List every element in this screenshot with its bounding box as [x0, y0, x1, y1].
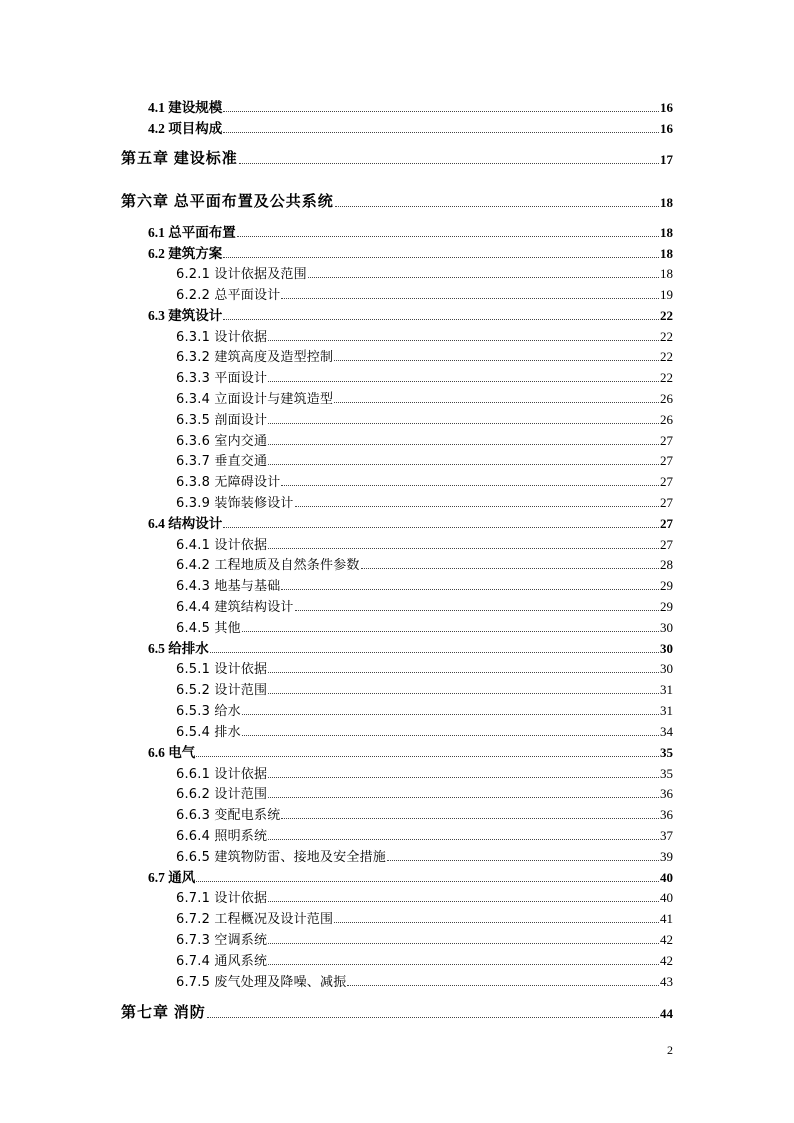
toc-entry[interactable] — [148, 244, 673, 262]
toc-entry-page: 28 — [660, 557, 673, 572]
toc-entry-label: 第七章 消防 — [121, 1005, 206, 1021]
toc-entry-page: 17 — [660, 152, 673, 167]
toc-subentry[interactable] — [176, 576, 673, 594]
toc-entry[interactable] — [148, 98, 673, 116]
toc-entry-page: 27 — [660, 537, 673, 552]
toc-entry-label: 6.4.4 建筑结构设计 — [176, 600, 294, 615]
toc-entry-page: 29 — [660, 578, 673, 593]
toc-entry-page: 36 — [660, 786, 673, 801]
toc-subentry[interactable] — [176, 451, 673, 469]
dot-leader — [295, 505, 659, 507]
toc-subentry[interactable] — [176, 327, 673, 345]
toc-entry-label: 4.1 建设规模 — [148, 100, 223, 115]
toc-entry[interactable] — [148, 868, 673, 886]
toc-entry-page: 44 — [660, 1006, 673, 1021]
toc-entry-label: 6.7 通风 — [148, 870, 196, 885]
toc-entry-label: 6.6.4 照明系统 — [176, 829, 268, 844]
toc-entry-page: 39 — [660, 849, 673, 864]
toc-entry-page: 18 — [660, 246, 673, 261]
toc-subentry[interactable] — [176, 431, 673, 449]
toc-entry-page: 22 — [660, 349, 673, 364]
dot-leader — [308, 276, 659, 278]
toc-entry-label: 6.7.1 设计依据 — [176, 891, 268, 906]
dot-leader — [387, 859, 659, 861]
toc-chapter[interactable] — [121, 1004, 673, 1022]
toc-entry-page: 36 — [660, 807, 673, 822]
toc-entry-page: 30 — [660, 661, 673, 676]
toc-entry-label: 6.3.7 垂直交通 — [176, 454, 268, 469]
dot-leader — [210, 651, 659, 653]
toc-entry-label: 6.3.6 室内交通 — [176, 434, 268, 449]
toc-entry[interactable] — [148, 119, 673, 137]
toc-subentry[interactable] — [176, 597, 673, 615]
toc-entry-page: 27 — [660, 474, 673, 489]
toc-entry-label: 6.3.4 立面设计与建筑造型 — [176, 392, 334, 407]
toc-subentry[interactable] — [176, 368, 673, 386]
toc-subentry[interactable] — [176, 264, 673, 282]
toc-chapter[interactable] — [121, 193, 673, 211]
toc-entry-label: 6.5.1 设计依据 — [176, 662, 268, 677]
toc-entry-label: 第五章 建设标准 — [121, 151, 238, 167]
toc-entry-page: 19 — [660, 287, 673, 302]
toc-entry-page: 34 — [660, 724, 673, 739]
toc-entry-page: 16 — [660, 100, 673, 115]
toc-entry-label: 6.4.2 工程地质及自然条件参数 — [176, 558, 360, 573]
toc-entry-label: 6.5.3 给水 — [176, 704, 241, 719]
toc-entry-label: 第六章 总平面布置及公共系统 — [121, 194, 334, 210]
toc-entry-label: 6.1 总平面布置 — [148, 225, 236, 240]
toc-subentry[interactable] — [176, 888, 673, 906]
dot-leader — [268, 796, 659, 798]
toc-entry-page: 40 — [660, 890, 673, 905]
toc-subentry[interactable] — [176, 389, 673, 407]
toc-entry-page: 40 — [660, 870, 673, 885]
toc-entry-page: 35 — [660, 745, 673, 760]
toc-entry-page: 42 — [660, 932, 673, 947]
toc-entry-label: 6.3.1 设计依据 — [176, 330, 268, 345]
dot-leader — [268, 463, 659, 465]
toc-subentry[interactable] — [176, 951, 673, 969]
toc-entry-page: 27 — [660, 453, 673, 468]
dot-leader — [361, 567, 659, 569]
dot-leader — [242, 713, 659, 715]
dot-leader — [295, 609, 659, 611]
dot-leader — [281, 297, 659, 299]
toc-entry-label: 6.2.1 设计依据及范围 — [176, 267, 307, 282]
dot-leader — [268, 838, 659, 840]
toc-entry-label: 6.7.4 通风系统 — [176, 954, 268, 969]
dot-leader — [223, 256, 659, 258]
dot-leader — [268, 380, 659, 382]
toc-entry-label: 6.6.2 设计范围 — [176, 787, 268, 802]
toc-subentry[interactable] — [176, 555, 673, 573]
toc-subentry[interactable] — [176, 618, 673, 636]
toc-subentry[interactable] — [176, 659, 673, 677]
dot-leader — [268, 422, 659, 424]
toc-entry[interactable] — [148, 223, 673, 241]
dot-leader — [196, 880, 659, 882]
toc-entry-page: 26 — [660, 412, 673, 427]
toc-subentry[interactable] — [176, 701, 673, 719]
toc-subentry[interactable] — [176, 909, 673, 927]
toc-subentry[interactable] — [176, 493, 673, 511]
toc-subentry[interactable] — [176, 535, 673, 553]
toc-entry-page: 30 — [660, 641, 673, 656]
dot-leader — [242, 630, 659, 632]
toc-entry-page: 16 — [660, 121, 673, 136]
toc-subentry[interactable] — [176, 680, 673, 698]
dot-leader — [335, 205, 659, 207]
dot-leader — [207, 1016, 659, 1018]
toc-entry-page: 22 — [660, 370, 673, 385]
dot-leader — [334, 359, 659, 361]
toc-entry[interactable] — [148, 514, 673, 532]
toc-entry-page: 35 — [660, 766, 673, 781]
toc-entry-page: 26 — [660, 391, 673, 406]
dot-leader — [223, 526, 659, 528]
toc-entry-label: 6.3 建筑设计 — [148, 308, 223, 323]
toc-entry-label: 6.2.2 总平面设计 — [176, 288, 281, 303]
toc-entry-page: 27 — [660, 433, 673, 448]
toc-entry-label: 6.3.2 建筑高度及造型控制 — [176, 350, 334, 365]
toc-entry-label: 4.2 项目构成 — [148, 121, 223, 136]
toc-entry-page: 22 — [660, 308, 673, 323]
dot-leader — [237, 235, 659, 237]
toc-entry-page: 27 — [660, 516, 673, 531]
toc-subentry[interactable] — [176, 285, 673, 303]
dot-leader — [334, 401, 659, 403]
toc-entry-label: 6.3.5 剖面设计 — [176, 413, 268, 428]
toc-entry[interactable] — [148, 639, 673, 657]
toc-entry-label: 6.3.9 装饰装修设计 — [176, 496, 294, 511]
toc-subentry[interactable] — [176, 847, 673, 865]
toc-entry-page: 31 — [660, 682, 673, 697]
dot-leader — [281, 817, 659, 819]
toc-entry-label: 6.5 给排水 — [148, 641, 209, 656]
toc-entry-page: 30 — [660, 620, 673, 635]
dot-leader — [334, 921, 659, 923]
dot-leader — [268, 963, 659, 965]
dot-leader — [268, 547, 659, 549]
toc-chapter[interactable] — [121, 150, 673, 168]
dot-leader — [242, 734, 659, 736]
toc-subentry[interactable] — [176, 764, 673, 782]
toc-entry[interactable] — [148, 743, 673, 761]
toc-entry-page: 29 — [660, 599, 673, 614]
dot-leader — [268, 339, 659, 341]
dot-leader — [268, 776, 659, 778]
toc-entry[interactable] — [148, 306, 673, 324]
toc-subentry[interactable] — [176, 784, 673, 802]
dot-leader — [268, 692, 659, 694]
toc-entry-label: 6.6.5 建筑物防雷、接地及安全措施 — [176, 850, 387, 865]
dot-leader — [281, 588, 659, 590]
dot-leader — [268, 671, 659, 673]
toc-entry-label: 6.4.1 设计依据 — [176, 538, 268, 553]
toc-entry-label: 6.6.3 变配电系统 — [176, 808, 281, 823]
toc-entry-label: 6.3.3 平面设计 — [176, 371, 268, 386]
dot-leader — [196, 755, 659, 757]
page-number: 2 — [667, 1043, 673, 1057]
toc-entry-page: 18 — [660, 225, 673, 240]
toc-entry-page: 18 — [660, 195, 673, 210]
toc-entry-page: 22 — [660, 329, 673, 344]
toc-subentry[interactable] — [176, 930, 673, 948]
toc-subentry[interactable] — [176, 410, 673, 428]
dot-leader — [347, 984, 659, 986]
toc-entry-page: 31 — [660, 703, 673, 718]
dot-leader — [281, 484, 659, 486]
toc-entry-label: 6.3.8 无障碍设计 — [176, 475, 281, 490]
dot-leader — [223, 131, 659, 133]
dot-leader — [268, 443, 659, 445]
toc-subentry[interactable] — [176, 826, 673, 844]
dot-leader — [268, 942, 659, 944]
toc-entry-page: 41 — [660, 911, 673, 926]
toc-entry-label: 6.5.4 排水 — [176, 725, 241, 740]
toc-entry-label: 6.7.2 工程概况及设计范围 — [176, 912, 334, 927]
toc-entry-page: 42 — [660, 953, 673, 968]
toc-subentry[interactable] — [176, 722, 673, 740]
toc-entry-page: 43 — [660, 974, 673, 989]
toc-entry-label: 6.4 结构设计 — [148, 516, 223, 531]
toc-entry-page: 18 — [660, 266, 673, 281]
dot-leader — [223, 110, 659, 112]
toc-entry-label: 6.7.3 空调系统 — [176, 933, 268, 948]
toc-entry-label: 6.6 电气 — [148, 745, 196, 760]
toc-entry-label: 6.7.5 废气处理及降噪、减振 — [176, 975, 347, 990]
toc-entry-label: 6.5.2 设计范围 — [176, 683, 268, 698]
dot-leader — [223, 318, 659, 320]
toc-entry-page: 37 — [660, 828, 673, 843]
toc-entry-label: 6.4.5 其他 — [176, 621, 241, 636]
toc-subentry[interactable] — [176, 972, 673, 990]
toc-subentry[interactable] — [176, 472, 673, 490]
toc-entry-page: 27 — [660, 495, 673, 510]
toc-subentry[interactable] — [176, 347, 673, 365]
toc-entry-label: 6.4.3 地基与基础 — [176, 579, 281, 594]
toc-entry-label: 6.6.1 设计依据 — [176, 767, 268, 782]
toc-subentry[interactable] — [176, 805, 673, 823]
toc-entry-label: 6.2 建筑方案 — [148, 246, 223, 261]
dot-leader — [239, 162, 659, 164]
dot-leader — [268, 900, 659, 902]
